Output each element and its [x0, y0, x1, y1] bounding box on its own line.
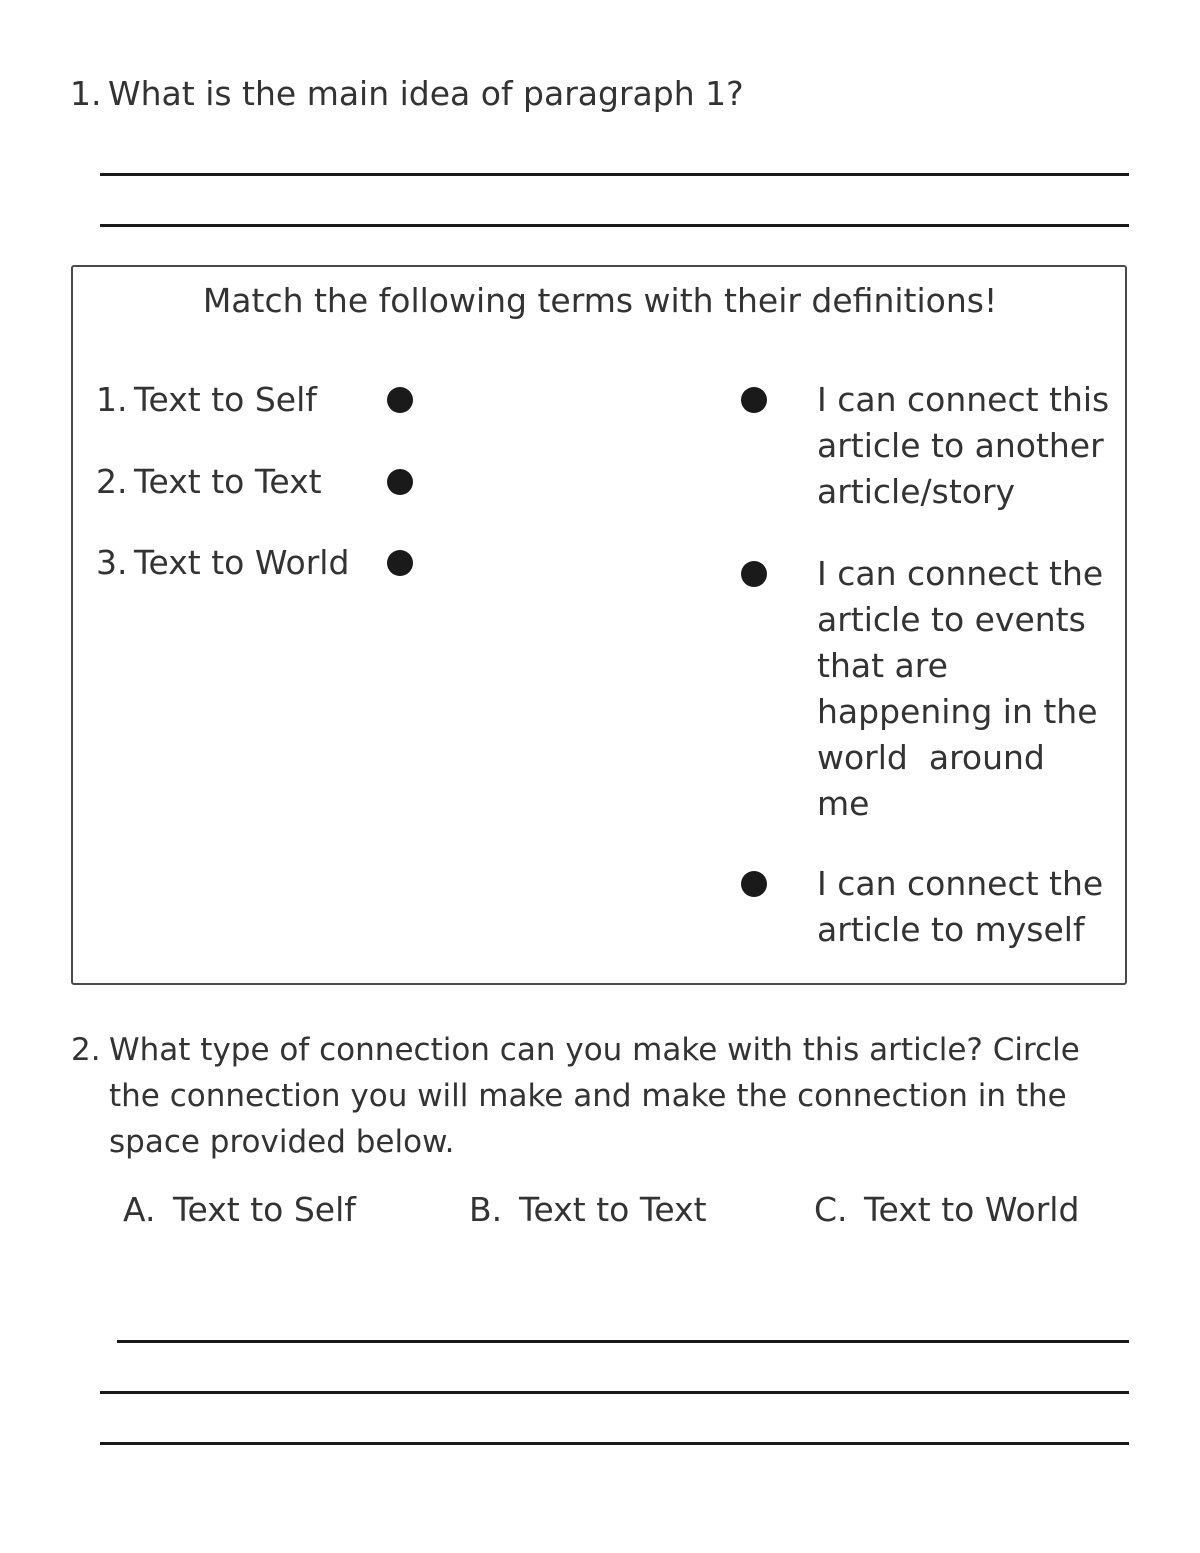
question-1 — [70, 71, 744, 117]
matching-instruction: Match the following terms with their definitions! — [202, 281, 998, 320]
answer-line[interactable] — [117, 1340, 1129, 1343]
question-1-text: What is the main idea of paragraph 1? — [108, 74, 744, 113]
match-dot-term-1[interactable] — [387, 387, 413, 413]
answer-line[interactable] — [100, 173, 1129, 176]
question-2-line: the connection you will make and make the connection in the — [109, 1078, 1067, 1114]
match-dot-term-3[interactable] — [387, 550, 413, 576]
match-dot-definition-1[interactable] — [741, 387, 767, 413]
answer-line[interactable] — [100, 1442, 1129, 1445]
answer-line[interactable] — [100, 224, 1129, 227]
question-1-number: 1. — [70, 74, 102, 113]
match-dot-definition-3[interactable] — [741, 871, 767, 897]
definition-1: I can connect this article to another article/story — [817, 380, 1110, 511]
match-dot-definition-2[interactable] — [741, 561, 767, 587]
choice-b[interactable]: B. Text to Text — [469, 1190, 707, 1229]
definition-3: I can connect the article to myself — [817, 864, 1104, 949]
term-text-to-self: 1. Text to Self — [96, 380, 317, 419]
question-2-number: 2. — [71, 1032, 101, 1068]
answer-line[interactable] — [100, 1391, 1129, 1394]
definition-2: I can connect the article to events that are happening in the world around me — [817, 554, 1104, 823]
term-text-to-text: 2. Text to Text — [96, 462, 322, 501]
choice-a[interactable]: A. Text to Self — [123, 1190, 356, 1229]
choice-c[interactable]: C. Text to World — [814, 1190, 1080, 1229]
match-dot-term-2[interactable] — [387, 469, 413, 495]
question-2-line: space provided below. — [109, 1124, 455, 1160]
term-text-to-world: 3. Text to World — [96, 543, 350, 582]
question-2-line: What type of connection can you make with this article? Circle — [109, 1032, 1080, 1068]
question-2 — [71, 1027, 1080, 1165]
